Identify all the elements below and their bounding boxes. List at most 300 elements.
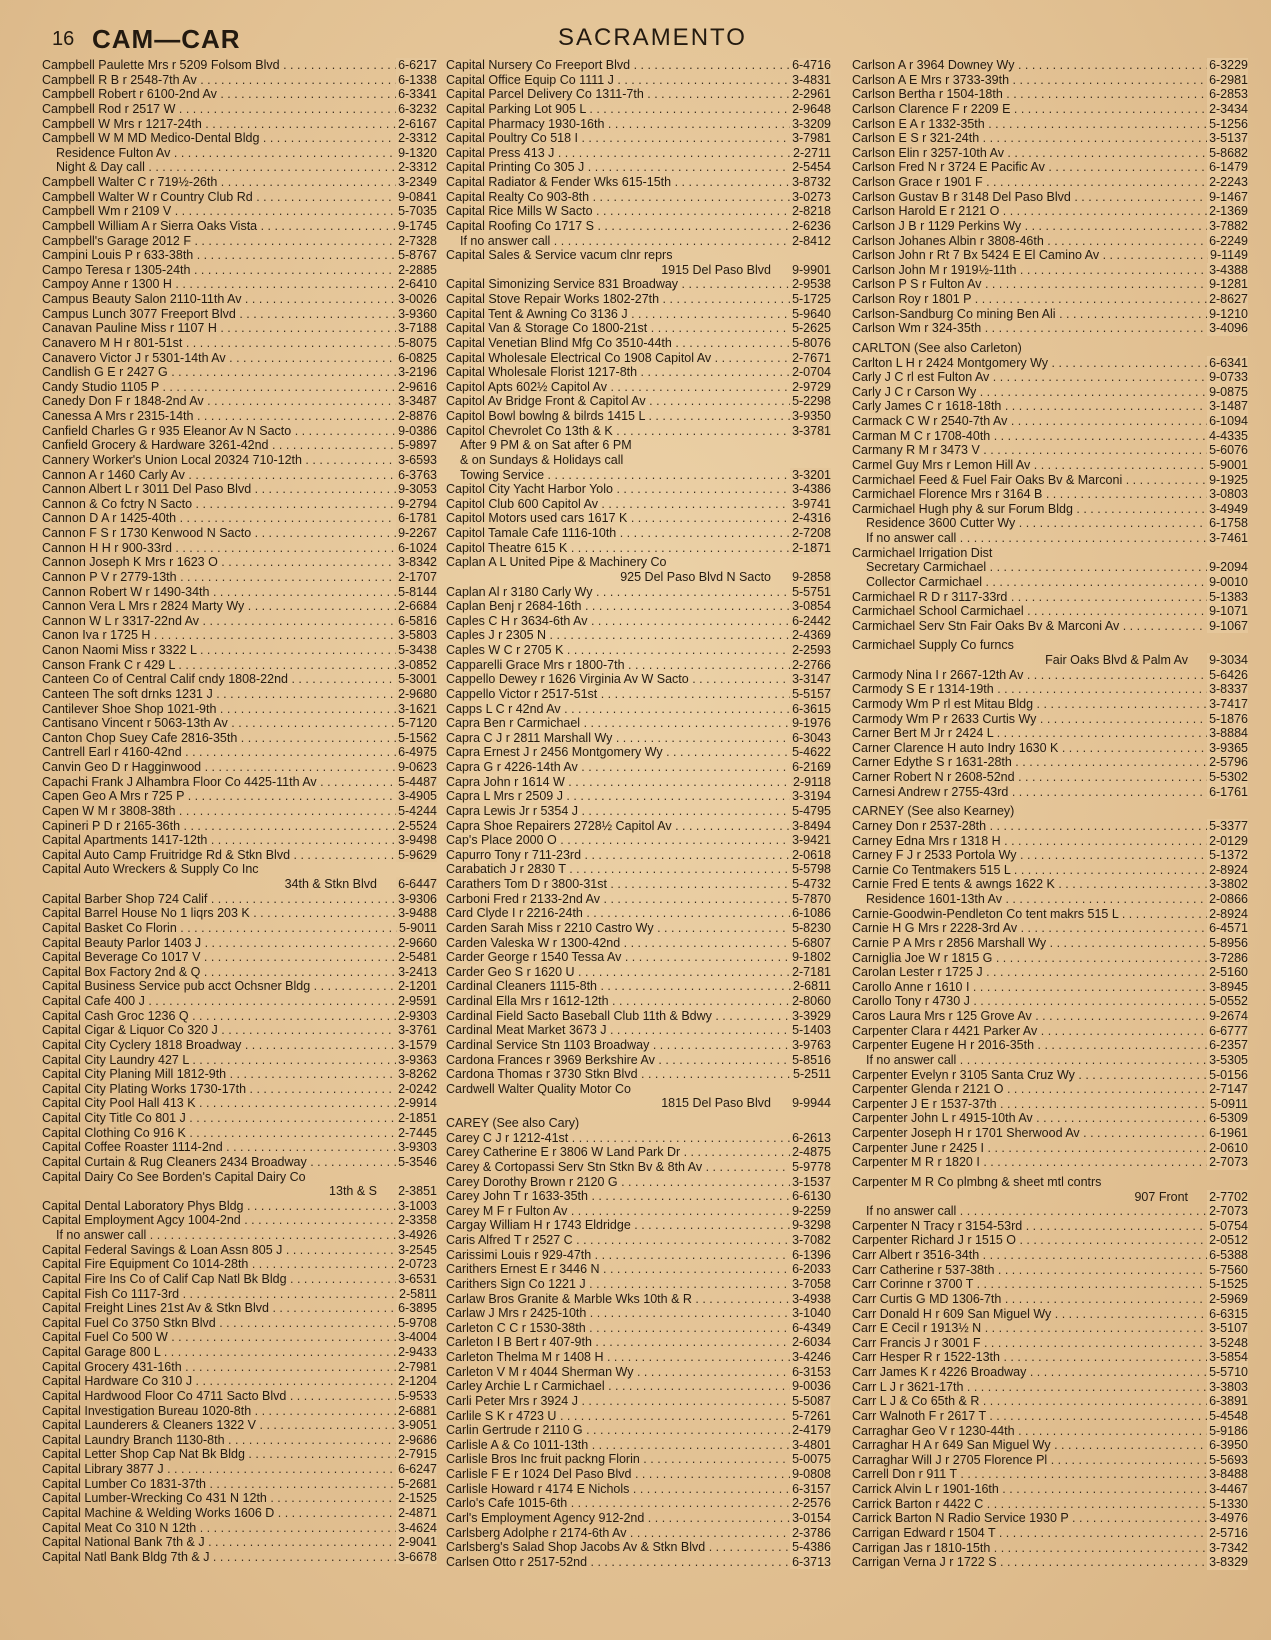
listing-name: Cannon W L r 3317-22nd Av . . . xyxy=(42,614,437,629)
listing-entry xyxy=(42,248,437,263)
listing-entry xyxy=(852,146,1248,161)
listing-name: Carleton Thelma M r 1408 H . . . xyxy=(446,1350,831,1365)
listing-name: Carlaw J Mrs r 2425-10th . . . xyxy=(446,1306,831,1321)
listing-entry xyxy=(446,1233,831,1248)
listing-entry xyxy=(446,643,831,658)
listing-name: Capital Coffee Roaster 1114-2nd . . . xyxy=(42,1140,437,1155)
listing-name: Carlson J B r 1129 Perkins Wy . . . xyxy=(852,219,1248,234)
listing-name: Carlisle A & Co 1011-13th . . . xyxy=(446,1438,831,1453)
listing-name: Caples J r 2305 N . . . xyxy=(446,628,831,643)
phone-number: 2-2576 xyxy=(792,1496,831,1511)
phone-number: 6-1479 xyxy=(1209,160,1248,175)
listing-name: Capital Apartments 1417-12th . . . xyxy=(42,833,437,848)
listing-name: Capital Natl Bank Bldg 7th & J . . . xyxy=(42,1550,437,1565)
phone-number: 6-6447 xyxy=(398,877,437,891)
phone-number: 3-0854 xyxy=(792,599,831,614)
phone-number: 9-2858 xyxy=(792,569,831,584)
listing-entry xyxy=(42,745,437,760)
phone-number: 3-8884 xyxy=(1209,726,1248,741)
listing-entry xyxy=(42,1418,437,1433)
listing-name: Carraghar Geo V r 1230-44th . . . xyxy=(852,1424,1248,1439)
listing-entry xyxy=(42,190,437,205)
listing-name: Capital Fuel Co 500 W . . . xyxy=(42,1330,437,1345)
phone-number: 6-1396 xyxy=(792,1247,831,1262)
listing-name: Capital Poultry Co 518 I . . . xyxy=(446,131,831,146)
phone-number: 3-1487 xyxy=(1209,399,1248,414)
listing-name: Night & Day call . . . xyxy=(56,160,437,175)
listing-entry xyxy=(42,1345,437,1360)
listing-entry xyxy=(852,1336,1248,1351)
phone-number: 6-5388 xyxy=(1209,1248,1248,1262)
listing-name: Cannon A r 1460 Carly Av . . . xyxy=(42,468,437,483)
phone-number: 2-9538 xyxy=(792,277,831,292)
phone-number: 2-0618 xyxy=(792,847,831,862)
phone-number: 3-5854 xyxy=(1209,1350,1248,1365)
phone-number: 3-8732 xyxy=(792,175,831,189)
listing-entry xyxy=(852,175,1248,190)
listing-name: Cantisano Vincent r 5063-13th Av . . . xyxy=(42,716,437,731)
listing-entry xyxy=(446,702,831,717)
phone-number: 2-3851 xyxy=(398,1184,437,1199)
listing-name: Capital Venetian Blind Mfg Co 3510-44th . . . xyxy=(446,336,831,351)
listing-name: Carlson Fred N r 3724 E Pacific Av . . . xyxy=(852,160,1248,175)
listing-entry xyxy=(42,877,437,892)
listing-name: Capital Auto Wreckers & Supply Co Inc xyxy=(42,862,259,877)
listing-entry xyxy=(852,87,1248,102)
listing-entry xyxy=(42,1462,437,1477)
listing-name: Carmody Wm P rl est Mitau Bldg . . . xyxy=(852,697,1248,712)
listing-name: Campbell Robert r 6100-2nd Av . . . xyxy=(42,87,437,102)
phone-number: 5-8516 xyxy=(792,1052,831,1067)
listing-name: Carr Hesper R r 1522-13th . . . xyxy=(852,1350,1248,1365)
listing-entry xyxy=(446,1067,831,1082)
listing-name: Capital Radiator & Fender Wks 615-15th . . . xyxy=(446,175,831,190)
listing-name: Carner Bert M Jr r 2424 L . . . xyxy=(852,726,1248,741)
listing-entry xyxy=(42,672,437,687)
listing-entry xyxy=(42,1477,437,1492)
listing-entry xyxy=(42,599,437,614)
listing-entry xyxy=(446,862,831,877)
listing-entry xyxy=(446,789,831,804)
listing-entry xyxy=(852,1365,1248,1380)
phone-number: 5-5710 xyxy=(1209,1365,1248,1379)
phone-number: 2-9433 xyxy=(398,1345,437,1359)
phone-number: 2-4871 xyxy=(398,1505,437,1520)
phone-number: 3-7417 xyxy=(1209,696,1248,711)
phone-number: 2-2593 xyxy=(792,643,831,657)
listing-name: Campbell W Mrs r 1217-24th . . . xyxy=(42,117,437,132)
listing-name: Carr Walnoth F r 2617 T . . . xyxy=(852,1409,1248,1424)
listing-entry xyxy=(42,1301,437,1316)
listing-entry xyxy=(42,1521,437,1536)
listing-entry xyxy=(852,980,1248,995)
phone-number: 6-4349 xyxy=(792,1320,831,1335)
listing-name: Campini Louis P r 633-38th . . . xyxy=(42,248,437,263)
listing-name: Carlson John M r 1919½-11th . . . xyxy=(852,263,1248,278)
phone-number: 5-0552 xyxy=(1209,994,1248,1009)
listing-entry xyxy=(852,1526,1248,1541)
phone-number: 6-1086 xyxy=(792,906,831,921)
phone-number: 2-4316 xyxy=(792,511,831,526)
listing-name: Capitol Tamale Cafe 1116-10th . . . xyxy=(446,526,831,541)
listing-name: Carr Donald H r 609 San Miguel Wy . . . xyxy=(852,1307,1248,1322)
listing-entry xyxy=(446,585,831,600)
listing-name: Carmichael Florence Mrs r 3164 B . . . xyxy=(852,487,1248,502)
listing-name: Carpenter M R r 1820 I . . . xyxy=(852,1155,1248,1170)
listing-entry xyxy=(852,204,1248,219)
phone-number: 6-3229 xyxy=(1209,58,1248,72)
listing-entry xyxy=(446,1438,831,1453)
phone-number: 9-0875 xyxy=(1209,384,1248,399)
phone-number: 5-9640 xyxy=(792,306,831,321)
phone-number: 2-9914 xyxy=(398,1096,437,1111)
phone-number: 5-1372 xyxy=(1209,848,1248,863)
listing-name: Capital Printing Co 305 J . . . xyxy=(446,160,831,175)
listing-entry xyxy=(42,892,437,907)
phone-number: 5-6807 xyxy=(792,935,831,950)
listing-name: Capen Geo A Mrs r 725 P . . . xyxy=(42,789,437,804)
listing-name: Campus Lunch 3077 Freeport Blvd . . . xyxy=(42,307,437,322)
phone-number: 9-0010 xyxy=(1209,574,1248,589)
phone-number: 9-1320 xyxy=(398,145,437,160)
phone-number: 2-6881 xyxy=(398,1403,437,1418)
listing-entry xyxy=(446,892,831,907)
listing-entry xyxy=(42,658,437,673)
listing-entry xyxy=(852,834,1248,849)
listing-entry xyxy=(446,321,831,336)
phone-number: 5-1562 xyxy=(398,730,437,745)
phone-number: 2-2885 xyxy=(398,262,437,277)
listing-entry xyxy=(446,146,831,161)
phone-number: 2-8924 xyxy=(1209,906,1248,921)
listing-name: Carner Robert N r 2608-52nd . . . xyxy=(852,770,1248,785)
phone-number: 3-4467 xyxy=(1209,1482,1248,1496)
listing-entry xyxy=(446,1511,831,1526)
listing-entry xyxy=(446,906,831,921)
listing-name: Canteen The soft drnks 1231 J . . . xyxy=(42,687,437,702)
listing-name: Carr Catherine r 537-38th . . . xyxy=(852,1263,1248,1278)
listing-entry xyxy=(42,1140,437,1155)
listing-entry xyxy=(42,716,437,731)
phone-number: 5-5087 xyxy=(792,1393,831,1408)
phone-number: 3-4949 xyxy=(1209,501,1248,516)
listing-name: CARLTON (See also Carleton) xyxy=(852,340,1022,355)
phone-number: 5-9001 xyxy=(1209,457,1248,472)
listing-entry xyxy=(446,1467,831,1482)
listing-entry xyxy=(852,1024,1248,1039)
phone-number: 2-1871 xyxy=(792,540,831,555)
page-header xyxy=(48,22,1248,54)
listing-name: Carniglia Joe W r 1815 G . . . xyxy=(852,951,1248,966)
phone-number: 3-9303 xyxy=(398,1140,437,1155)
listing-name: Carr L J r 3621-17th . . . xyxy=(852,1380,1248,1395)
listing-name: Capitol Chevrolet Co 13th & K . . . xyxy=(446,424,831,439)
phone-number: 5-4244 xyxy=(398,803,437,818)
phone-number: 2-2243 xyxy=(1209,175,1248,189)
listing-name: Capital Rice Mills W Sacto . . . xyxy=(446,204,831,219)
listing-entry xyxy=(852,653,1248,668)
phone-number: 5-7120 xyxy=(398,716,437,731)
listing-entry xyxy=(446,365,831,380)
listing-name: Carnie H G Mrs r 2228-3rd Av . . . xyxy=(852,921,1248,936)
listing-name: Capital Van & Storage Co 1800-21st . . . xyxy=(446,321,831,336)
phone-number: 3-9421 xyxy=(792,833,831,848)
phone-number: 2-8876 xyxy=(398,409,437,423)
listing-entry xyxy=(446,570,831,585)
listing-entry xyxy=(42,394,437,409)
phone-number: 5-9629 xyxy=(398,847,437,862)
listing-name: Capital Beverage Co 1017 V . . . xyxy=(42,950,437,965)
listing-entry xyxy=(42,409,437,424)
phone-number: 2-0610 xyxy=(1209,1140,1248,1155)
phone-number: 5-1256 xyxy=(1209,116,1248,131)
phone-number: 9-2094 xyxy=(1209,560,1248,575)
phone-number: 3-4801 xyxy=(792,1437,831,1452)
listing-name: Fair Oaks Blvd & Palm Av xyxy=(1045,653,1188,667)
listing-entry xyxy=(852,1453,1248,1468)
phone-number: 5-7870 xyxy=(792,891,831,906)
page-number: 16 xyxy=(52,28,75,50)
listing-entry xyxy=(42,1228,437,1243)
listing-entry xyxy=(446,424,831,439)
listing-entry xyxy=(42,1126,437,1141)
listing-entry xyxy=(446,1540,831,1555)
listing-name: Capital Fuel Co 3750 Stkn Blvd . . . xyxy=(42,1316,437,1331)
phone-number: 3-5305 xyxy=(1209,1052,1248,1067)
listing-entry xyxy=(42,1009,437,1024)
listing-name: Capital Parking Lot 905 L . . . xyxy=(446,102,831,117)
listing-name: Carlson Gustav B r 3148 Del Paso Blvd . . . xyxy=(852,190,1248,205)
listing-entry xyxy=(446,219,831,234)
phone-number: 6-6217 xyxy=(398,58,437,72)
listing-entry xyxy=(446,351,831,366)
listing-name: Carr Curtis G MD 1306-7th . . . xyxy=(852,1292,1248,1307)
phone-number: 5-0911 xyxy=(1210,1096,1248,1111)
phone-number: 6-4716 xyxy=(792,58,831,72)
listing-name: Capitol Club 600 Capitol Av . . . xyxy=(446,497,831,512)
listing-entry xyxy=(42,965,437,980)
listing-name: Carr Francis J r 3001 F . . . xyxy=(852,1336,1248,1351)
listing-entry xyxy=(852,1141,1248,1156)
listing-name: Carboni Fred r 2133-2nd Av . . . xyxy=(446,892,831,907)
listing-entry xyxy=(42,131,437,146)
listing-name: Capital Pharmacy 1930-16th . . . xyxy=(446,117,831,132)
listing-name: Cantilever Shoe Shop 1021-9th . . . xyxy=(42,702,437,717)
listing-entry xyxy=(852,1219,1248,1234)
listing-entry xyxy=(852,73,1248,88)
listing-name: Canson Frank C r 429 L . . . xyxy=(42,658,437,673)
listing-entry xyxy=(42,87,437,102)
listing-name: Campbell's Garage 2012 F . . . xyxy=(42,234,437,249)
listing-name: Carmel Guy Mrs r Lemon Hill Av . . . xyxy=(852,458,1248,473)
listing-entry xyxy=(446,1096,831,1111)
listing-entry xyxy=(446,1292,831,1307)
listing-name: Campbell R B r 2548-7th Av . . . xyxy=(42,73,437,88)
phone-number: 3-4246 xyxy=(792,1350,831,1364)
listing-entry xyxy=(42,438,437,453)
phone-number: 5-0156 xyxy=(1209,1067,1248,1082)
listing-name: Capital Investigation Bureau 1020-8th . . . xyxy=(42,1404,437,1419)
phone-number: 3-4386 xyxy=(792,482,831,497)
phone-number: 2-5716 xyxy=(1209,1525,1248,1540)
listing-entry xyxy=(42,146,437,161)
listing-entry xyxy=(446,1218,831,1233)
phone-number: 5-1403 xyxy=(792,1023,831,1038)
listing-name: Campo Teresa r 1305-24th . . . xyxy=(42,263,437,278)
phone-number: 9-0036 xyxy=(792,1379,831,1394)
listing-entry xyxy=(446,1038,831,1053)
phone-number: 3-7082 xyxy=(792,1233,831,1247)
listing-name: Cardinal Service Stn 1103 Broadway . . . xyxy=(446,1038,831,1053)
listing-column-1 xyxy=(42,58,437,1564)
listing-entry xyxy=(852,370,1248,385)
listing-entry xyxy=(42,1316,437,1331)
phone-number: 2-8412 xyxy=(792,233,831,248)
listing-name: Capital Wholesale Florist 1217-8th . . . xyxy=(446,365,831,380)
phone-number: 3-9741 xyxy=(792,496,831,511)
listing-entry xyxy=(42,1257,437,1272)
listing-name: Carmany R M r 3473 V . . . xyxy=(852,443,1248,458)
phone-number: 2-7073 xyxy=(1209,1204,1248,1219)
phone-number: 6-2249 xyxy=(1209,233,1248,248)
listing-name: Carlisle Bros Inc fruit packng Florin . . . xyxy=(446,1452,831,1467)
listing-name: Capital Lumber-Wrecking Co 431 N 12th . . . xyxy=(42,1491,437,1506)
listing-name: 13th & S xyxy=(329,1184,377,1199)
listing-name: Carmichael Supply Co furncs xyxy=(852,638,1014,653)
phone-number: 9-1210 xyxy=(1209,306,1248,321)
listing-name: Capital Launderers & Cleaners 1322 V . . . xyxy=(42,1418,437,1433)
phone-number: 9-1467 xyxy=(1209,189,1248,204)
listing-entry xyxy=(852,1097,1248,1112)
listing-entry xyxy=(852,1175,1248,1190)
listing-entry xyxy=(446,73,831,88)
phone-number: 5-8230 xyxy=(792,920,831,935)
listing-entry xyxy=(446,1526,831,1541)
phone-number: 9-0733 xyxy=(1209,370,1248,385)
listing-entry xyxy=(42,585,437,600)
phone-number: 3-1537 xyxy=(792,1174,831,1189)
listing-name: Capital Nursery Co Freeport Blvd . . . xyxy=(446,58,831,73)
listing-entry xyxy=(852,546,1248,561)
listing-entry xyxy=(42,175,437,190)
listing-name: Carpenter Clara r 4421 Parker Av . . . xyxy=(852,1024,1248,1039)
listing-entry xyxy=(42,906,437,921)
listing-entry xyxy=(852,682,1248,697)
listing-entry xyxy=(446,672,831,687)
listing-entry xyxy=(852,892,1248,907)
listing-name: Capra Ernest J r 2456 Montgomery Wy . . . xyxy=(446,745,831,760)
listing-name: Caples C H r 3634-6th Av . . . xyxy=(446,614,831,629)
listing-entry xyxy=(42,482,437,497)
listing-entry xyxy=(446,965,831,980)
listing-name: Capital Business Service pub acct Ochsner Bldg . . . xyxy=(42,979,437,994)
listing-entry xyxy=(446,1394,831,1409)
listing-entry xyxy=(42,1374,437,1389)
listing-entry xyxy=(852,1350,1248,1365)
listing-name: Carnie Fred E tents & awngs 1622 K . . . xyxy=(852,877,1248,892)
listing-name: Carollo Tony r 4730 J . . . xyxy=(852,994,1248,1009)
listing-name: Carleton C C r 1530-38th . . . xyxy=(446,1321,831,1336)
listing-name: Campus Beauty Salon 2110-11th Av . . . xyxy=(42,292,437,307)
phone-number: 5-2298 xyxy=(792,394,831,409)
listing-entry xyxy=(852,668,1248,683)
listing-entry xyxy=(42,263,437,278)
listing-name: Campoy Anne r 1300 H . . . xyxy=(42,277,437,292)
listing-name: Residence 1601-13th Av . . . xyxy=(866,892,1248,907)
listing-name: Secretary Carmichael . . . xyxy=(866,560,1248,575)
listing-name: Carner Clarence H auto Indry 1630 K . . . xyxy=(852,741,1248,756)
phone-number: 3-3802 xyxy=(1209,877,1248,892)
listing-entry xyxy=(446,131,831,146)
listing-entry xyxy=(852,560,1248,575)
listing-name: Carathers Tom D r 3800-31st . . . xyxy=(446,877,831,892)
listing-name: Carmichael Hugh phy & sur Forum Bldg . . . xyxy=(852,502,1248,517)
listing-name: Capitol Av Bridge Front & Capitol Av . . . xyxy=(446,394,831,409)
listing-name: Capra C J r 2811 Marshall Wy . . . xyxy=(446,731,831,746)
listing-entry xyxy=(42,1199,437,1214)
listing-entry xyxy=(42,292,437,307)
listing-entry xyxy=(446,468,831,483)
listing-name: Carmody Wm P r 2633 Curtis Wy . . . xyxy=(852,712,1248,727)
listing-name: Carmichael School Carmichael . . . xyxy=(852,604,1248,619)
listing-name: Canfield Grocery & Hardware 3261-42nd . . . xyxy=(42,438,437,453)
listing-entry xyxy=(852,1155,1248,1170)
listing-entry xyxy=(42,234,437,249)
listing-name: Capital Federal Savings & Loan Assn 805 J . . . xyxy=(42,1243,437,1258)
phone-number: 3-0273 xyxy=(792,189,831,204)
phone-number: 3-7882 xyxy=(1209,218,1248,233)
listing-name: Capital City Planing Mill 1812-9th . . . xyxy=(42,1067,437,1082)
phone-number: 2-1369 xyxy=(1209,204,1248,219)
listing-entry xyxy=(852,1424,1248,1439)
phone-number: 6-5309 xyxy=(1209,1111,1248,1126)
listing-entry xyxy=(42,102,437,117)
listing-entry xyxy=(852,1111,1248,1126)
listing-name: Cannon Vera L Mrs r 2824 Marty Wy . . . xyxy=(42,599,437,614)
section-heading xyxy=(852,804,1248,819)
listing-name: CARNEY (See also Kearney) xyxy=(852,804,1015,819)
phone-number: 5-6076 xyxy=(1209,443,1248,458)
listing-entry xyxy=(42,1082,437,1097)
phone-number: 5-4487 xyxy=(398,774,437,789)
listing-entry xyxy=(852,58,1248,73)
listing-name: Cannon H H r 900-33rd . . . xyxy=(42,541,437,556)
phone-number: 2-3312 xyxy=(398,131,437,146)
phone-number: 5-8682 xyxy=(1209,145,1248,160)
listing-entry xyxy=(42,307,437,322)
listing-entry xyxy=(42,497,437,512)
listing-name: Carley Archie L r Carmichael . . . xyxy=(446,1379,831,1394)
phone-number: 6-2033 xyxy=(792,1262,831,1277)
phone-number: 2-8627 xyxy=(1209,292,1248,306)
listing-name: Capital City Pool Hall 413 K . . . xyxy=(42,1096,437,1111)
listing-entry xyxy=(42,1155,437,1170)
listing-name: 1915 Del Paso Blvd xyxy=(661,262,771,277)
listing-entry xyxy=(446,394,831,409)
listing-name: Carlton L H r 2424 Montgomery Wy . . . xyxy=(852,356,1248,371)
listing-name: Carr Corinne r 3700 T . . . xyxy=(852,1277,1248,1292)
listing-entry xyxy=(42,1038,437,1053)
phone-number: 3-8488 xyxy=(1209,1467,1248,1482)
listing-entry xyxy=(852,131,1248,146)
listing-name: Capital Dental Laboratory Phys Bldg . . . xyxy=(42,1199,437,1214)
phone-number: 9-2674 xyxy=(1209,1009,1248,1023)
listing-name: Capital Basket Co Florin . . . xyxy=(42,921,437,936)
listing-entry xyxy=(446,263,831,278)
listing-name: Collector Carmichael . . . xyxy=(866,575,1248,590)
listing-name: Canton Chop Suey Cafe 2816-35th . . . xyxy=(42,731,437,746)
phone-number: 6-6341 xyxy=(1209,355,1248,370)
